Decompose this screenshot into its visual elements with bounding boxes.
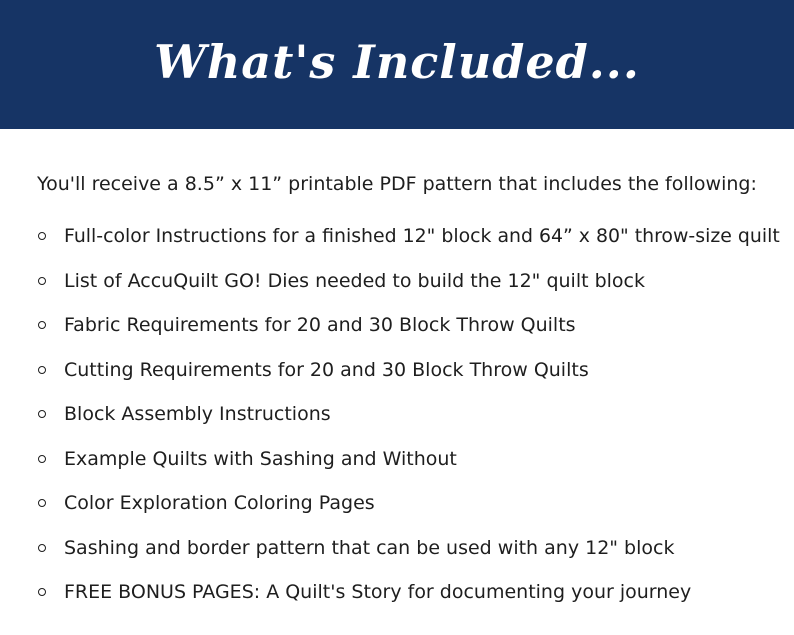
list-item-text: Cutting Requirements for 20 and 30 Block Throw Quilts xyxy=(64,358,589,381)
list-item xyxy=(37,481,784,526)
hollow-circle-bullet-icon xyxy=(38,232,46,240)
list-item xyxy=(37,570,784,615)
hollow-circle-bullet-icon xyxy=(38,321,46,329)
list-item xyxy=(37,214,784,259)
hollow-circle-bullet-icon xyxy=(38,410,46,418)
hollow-circle-bullet-icon xyxy=(38,499,46,507)
list-item-text: Full-color Instructions for a finished 12" block and 64” x 80" throw-size quilt xyxy=(64,225,780,248)
list-item-text: List of AccuQuilt GO! Dies needed to build the 12" quilt block xyxy=(64,269,646,292)
list-item xyxy=(37,259,784,304)
hollow-circle-bullet-icon xyxy=(38,544,46,552)
list-item-text: Color Exploration Coloring Pages xyxy=(64,492,375,515)
list-item-text: FREE BONUS PAGES: A Quilt's Story for documenting your journey xyxy=(64,581,692,604)
list-item-text: Block Assembly Instructions xyxy=(64,403,331,426)
page-title: What's Included... xyxy=(154,34,640,89)
hollow-circle-bullet-icon xyxy=(38,455,46,463)
hollow-circle-bullet-icon xyxy=(38,588,46,596)
list-item xyxy=(37,303,784,348)
intro-text: You'll receive a 8.5” x 11” printable PDF pattern that includes the following: xyxy=(37,173,757,195)
list-item xyxy=(37,392,784,437)
list-item xyxy=(37,526,784,571)
hollow-circle-bullet-icon xyxy=(38,366,46,374)
included-items-list xyxy=(37,214,784,615)
list-item xyxy=(37,348,784,393)
list-item-text: Sashing and border pattern that can be used with any 12" block xyxy=(64,536,675,559)
list-item-text: Example Quilts with Sashing and Without xyxy=(64,447,457,470)
list-item xyxy=(37,437,784,482)
hollow-circle-bullet-icon xyxy=(38,277,46,285)
header-banner xyxy=(0,0,794,129)
list-item-text: Fabric Requirements for 20 and 30 Block Throw Quilts xyxy=(64,314,576,337)
